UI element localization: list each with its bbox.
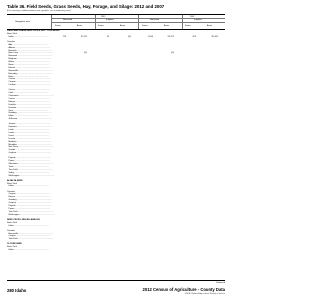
year-2007-header: 2007: [190, 15, 195, 18]
row-label: State Total: [7, 221, 17, 224]
row-label: Bingham .....: [7, 58, 53, 61]
row-label: Gooding .....: [7, 112, 53, 115]
row-label: Jefferson .....: [7, 118, 53, 121]
row-label: Idaho .....: [7, 249, 53, 252]
table-bottom-rule: [7, 280, 225, 281]
row-label: Nez Perce .....: [7, 146, 53, 149]
cell-col-5: 2,639: [147, 35, 153, 38]
row-label: Jerome .....: [7, 123, 53, 126]
row-label: Blaine .....: [7, 61, 53, 64]
col-group-1: Harvested: [63, 19, 73, 21]
col-group-2: Irrigated: [106, 19, 114, 21]
row-label: Elmore .....: [7, 196, 53, 199]
row-label: Franklin .....: [7, 104, 53, 107]
row-label: Power .....: [7, 160, 53, 163]
row-label: Lincoln .....: [7, 138, 53, 141]
row-label: Bonneville .....: [7, 233, 53, 236]
row-label: Bannock .....: [7, 50, 53, 53]
row-label: Payette .....: [7, 205, 53, 208]
row-label: Counties: [7, 229, 16, 232]
row-label: Caribou .....: [7, 84, 53, 87]
row-label: Idaho .....: [7, 115, 53, 118]
row-label: Canyon .....: [7, 81, 53, 84]
row-label: Washington .....: [7, 214, 53, 217]
row-label: Latah .....: [7, 129, 53, 132]
cell-col-3: 74: [106, 35, 109, 38]
row-label: Twin Falls .....: [7, 211, 53, 214]
col-label-5: Farms: [142, 24, 148, 27]
year-2012-header: 2012: [101, 15, 106, 18]
row-label: Minidoka .....: [7, 144, 53, 147]
row-label: Twin Falls .....: [7, 238, 53, 241]
col-label-3: Farms: [98, 24, 104, 27]
row-label: Boise .....: [7, 64, 53, 67]
row-label: Idaho .....: [7, 36, 53, 39]
cell-col-6: 93,121: [167, 35, 174, 38]
cell-col-7: 202: [192, 35, 196, 38]
row-label: Counties: [7, 190, 16, 193]
row-label: Elmore .....: [7, 101, 53, 104]
col-label-6: Acres: [164, 24, 170, 27]
cell-col-1: 170: [62, 35, 66, 38]
row-label: Gooding .....: [7, 199, 53, 202]
col-label-7: Farms: [185, 24, 191, 27]
row-label: Boundary .....: [7, 73, 53, 76]
row-label: ALFALFA SEED: [7, 179, 23, 182]
page-footer-agency: USDA, National Agricultural Statistics Service: [184, 292, 225, 295]
page-footer-right: 2012 Census of Agriculture - County Data: [142, 287, 225, 292]
col-label-2: Acres: [77, 24, 83, 27]
continued-note: Continued: [215, 281, 225, 284]
cell-col-4: (D): [128, 35, 131, 38]
row-label: Lemhi .....: [7, 132, 53, 135]
row-label: Bear Lake .....: [7, 52, 53, 55]
row-label: Bonneville .....: [7, 70, 53, 73]
row-label: Payette .....: [7, 157, 53, 160]
cell-col-2: 52,111: [80, 35, 87, 38]
row-label: Butte .....: [7, 76, 53, 79]
row-label: Bonner .....: [7, 67, 53, 70]
row-label: Power .....: [7, 208, 53, 211]
row-label: State Total: [7, 32, 17, 35]
row-label: FIELD AND GRASS SEED CROPS, ALL - CONTINUED: [7, 30, 60, 32]
table-body: [7, 30, 225, 252]
page-footer-left: 280 Idaho: [7, 288, 27, 293]
table-header: [7, 14, 225, 30]
row-label: Canyon .....: [7, 193, 53, 196]
col-label-8: Acres: [207, 24, 213, 27]
table-row: [7, 249, 225, 252]
row-label: Madison .....: [7, 141, 53, 144]
row-label: Adams .....: [7, 47, 53, 50]
row-label: Lewis .....: [7, 135, 53, 138]
row-label: Clearwater .....: [7, 95, 53, 98]
row-label: Benewah .....: [7, 55, 53, 58]
cell-col-8: 80,181: [211, 35, 218, 38]
row-label: CLOVER SEED: [7, 243, 22, 246]
row-label: Owyhee .....: [7, 202, 53, 205]
table-note: [For meaning of abbreviations and symbols, see introductory text.]: [7, 10, 71, 12]
row-label: Camas .....: [7, 78, 53, 81]
row-label: Kootenai .....: [7, 126, 53, 129]
row-label: Idaho .....: [7, 185, 53, 188]
row-label: Ada .....: [7, 44, 53, 47]
row-label: Washington .....: [7, 175, 53, 178]
row-label: State Total: [7, 182, 17, 185]
cell-col-2: (D): [84, 52, 87, 55]
col-label-1: Farms: [55, 24, 61, 27]
row-label: Twin Falls .....: [7, 169, 53, 172]
col-label-4: Acres: [120, 24, 126, 27]
row-label: Idaho .....: [7, 225, 53, 228]
row-label: Gem .....: [7, 110, 53, 113]
row-label: Cassia .....: [7, 89, 53, 92]
row-label: Owyhee .....: [7, 152, 53, 155]
row-label: Counties: [7, 40, 16, 43]
col-group-3: Harvested: [150, 19, 160, 21]
row-label: Teton .....: [7, 166, 53, 169]
row-label: Clark .....: [7, 92, 53, 95]
row-label: Shoshone .....: [7, 163, 53, 166]
row-label: Fremont .....: [7, 107, 53, 110]
row-label: Valley .....: [7, 172, 53, 175]
page-title: Table 36. Field Seeds, Grass Seeds, Hay, Forage, and Silage: 2012 and 2007: [7, 4, 165, 9]
row-label: Oneida .....: [7, 149, 53, 152]
cell-col-6: (D): [171, 52, 174, 55]
row-label: Canyon .....: [7, 235, 53, 238]
row-label: SEED CROPS, MISCELLANEOUS: [7, 218, 40, 221]
stub-header: Geographic area: [15, 21, 30, 23]
data-table: [7, 14, 225, 252]
row-label: State Total: [7, 246, 17, 249]
col-group-4: Irrigated: [194, 19, 202, 21]
row-label: Custer .....: [7, 98, 53, 101]
